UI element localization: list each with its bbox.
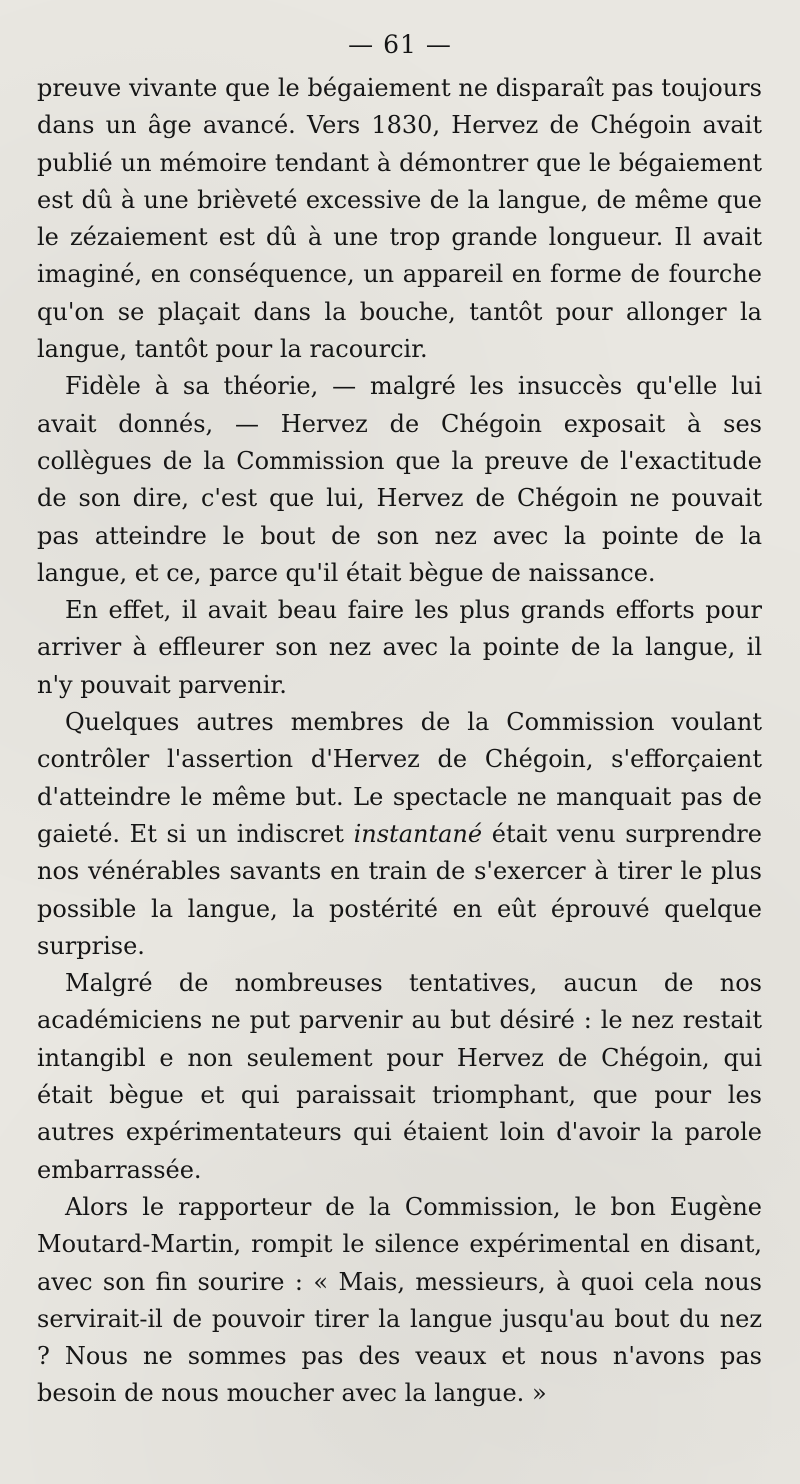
paragraph-2-text: Fidèle à sa théorie, — malgré les insuccès qu'elle lui avait donnés, — Hervez de Chégoin exposait à ses collègues de la Commission que la preuve de l'exactitude de son dire, c'est que lui, Hervez de Chégoin ne pouvait pas atteindre le bout de son nez avec la pointe de la langue, et ce, parce qu'il était bègue de naissance. xyxy=(37,372,762,587)
page-number: — 61 — xyxy=(348,30,452,59)
paragraph-3-text: En effet, il avait beau faire les plus grands efforts pour arriver à effleurer son nez avec la pointe de la langue, il n'y pouvait parvenir. xyxy=(37,596,762,699)
paragraph-4-italic-term: instantané xyxy=(353,819,483,848)
paragraph-6-text: Alors le rapporteur de la Commission, le bon Eugène Moutard-Martin, rompit le silence expérimental en disant, avec son fin sourire : « Mais, messieurs, à quoi cela nous servirait-il de pouvoir tirer la langue jusqu'au bout du nez ? Nous ne sommes pas des veaux et nous n'avons pas besoin de nous moucher avec la langue. » xyxy=(37,1192,762,1408)
paragraph-1-text: preuve vivante que le bégaiement ne disparaît pas toujours dans un âge avancé. Vers 1830, Hervez de Chégoin avait publié un mémoire tendant à démontrer que le bégaiement est dû à une brièveté excessive de la langue, de même que le zézaiement est dû à une trop grande longueur. Il avait imaginé, en conséquence, un appareil en forme de fourche qu'on se plaçait dans la bouche, tantôt pour allonger la langue, tantôt pour la racourcir. xyxy=(37,74,762,364)
paragraph-3 xyxy=(37,592,762,704)
paragraph-4 xyxy=(37,704,762,965)
paragraph-2 xyxy=(37,368,762,592)
paragraph-5 xyxy=(37,965,762,1189)
paragraph-4-text-part-2: était venu surprendre nos vénérables savants en train de s'exercer à tirer le plus possible la langue, la postérité en eût éprouvé quelque surprise. xyxy=(37,819,762,960)
paragraph-1 xyxy=(37,70,762,368)
paragraph-5-text: Malgré de nombreuses tentatives, aucun de nos académiciens ne put parvenir au but désiré : le nez restait intangibl e non seulement pour Hervez de Chégoin, qui était bègue et qui paraissait triomphant, que pour les autres expérimentateurs qui étaient loin d'avoir la parole embarrassée. xyxy=(37,969,762,1184)
body-text xyxy=(37,70,762,1413)
paragraph-6 xyxy=(37,1189,762,1413)
paragraph-4-text-part-1: Quelques autres membres de la Commission voulant contrôler l'assertion d'Hervez de Chégoin, s'efforçaient d'atteindre le même but. Le spectacle ne manquait pas de gaieté. Et si un indiscret xyxy=(37,708,762,848)
